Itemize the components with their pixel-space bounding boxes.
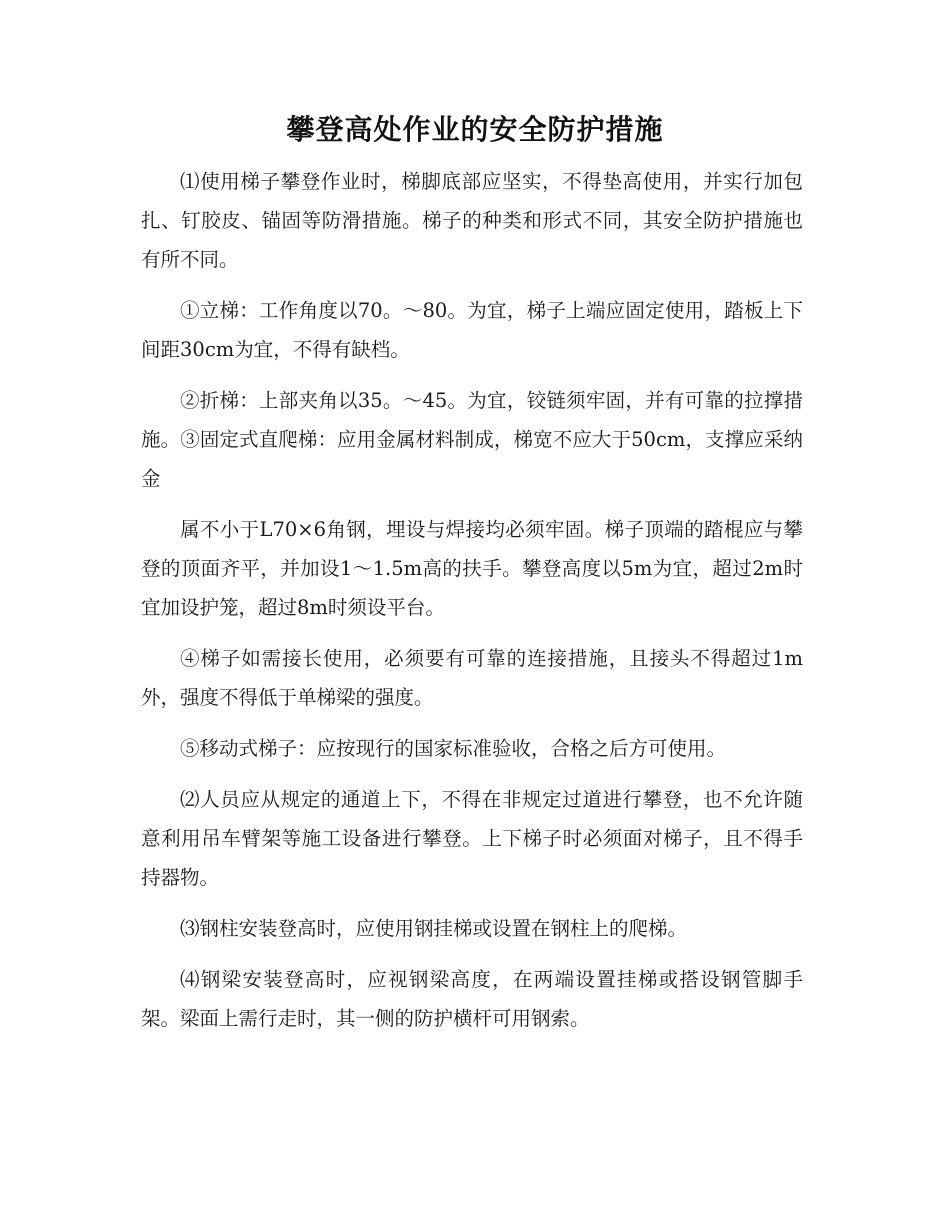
- paragraph-extended-ladder: ④梯子如需接长使用，必须要有可靠的连接措施，且接头不得超过1m外，强度不得低于单梯梁的强度。: [141, 647, 803, 709]
- paragraph-steel-column: ⑶钢柱安装登高时，应使用钢挂梯或设置在钢柱上的爬梯。: [180, 917, 688, 940]
- paragraph-standing-ladder: ①立梯：工作角度以70。～80。为宜，梯子上端应固定使用，踏板上下间距30cm为宜，不得有缺档。: [141, 299, 803, 361]
- paragraph-access-passage: ⑵人员应从规定的通道上下，不得在非规定过道进行攀登，也不允许随意利用吊车臂架等施工设备进行攀登。上下梯子时必须面对梯子，且不得手持器物。: [141, 788, 803, 889]
- paragraph-fixed-ladder-continued: 属不小于L70×6角钢，埋设与焊接均必须牢固。梯子顶端的踏棍应与攀登的顶面齐平，并加设1～1.5m高的扶手。攀登高度以5m为宜，超过2m时宜加设护笼，超过8m时须设平台。: [141, 518, 803, 619]
- paragraph-steel-beam: ⑷钢梁安装登高时，应视钢梁高度，在两端设置挂梯或搭设钢管脚手架。梁面上需行走时，其一侧的防护横杆可用钢索。: [141, 968, 803, 1030]
- paragraph-folding-ladder: ②折梯：上部夹角以35。～45。为宜，铰链须牢固，并有可靠的拉撑措施。③固定式直爬梯：应用金属材料制成，梯宽不应大于50cm，支撑应采纳金: [141, 389, 803, 490]
- document-title: 攀登高处作业的安全防护措施: [286, 113, 664, 146]
- paragraph-mobile-ladder: ⑤移动式梯子：应按现行的国家标准验收，合格之后方可使用。: [180, 737, 727, 760]
- paragraph-ladder-general: ⑴使用梯子攀登作业时，梯脚底部应坚实，不得垫高使用，并实行加包扎、钉胶皮、锚固等防滑措施。梯子的种类和形式不同，其安全防护措施也有所不同。: [141, 170, 803, 271]
- document-body: [141, 162, 803, 1050]
